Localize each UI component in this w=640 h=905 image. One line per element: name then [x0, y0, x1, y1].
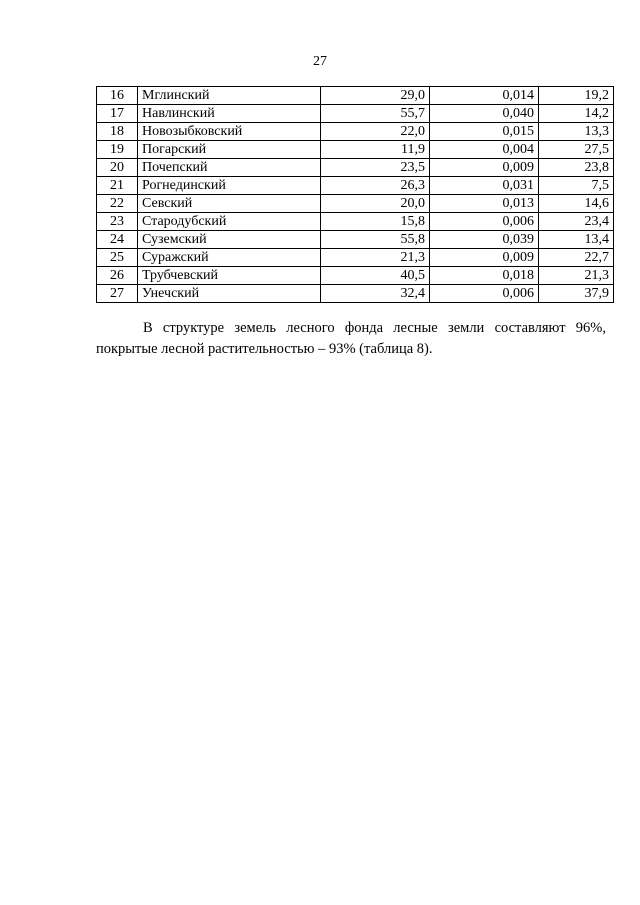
- value-1-cell: 11,9: [321, 141, 430, 159]
- value-2-cell: 0,013: [430, 195, 539, 213]
- table-row: [97, 195, 614, 213]
- row-number-cell: 16: [97, 87, 138, 105]
- districts-table: [96, 86, 614, 303]
- value-2-cell: 0,014: [430, 87, 539, 105]
- value-1-cell: 29,0: [321, 87, 430, 105]
- table-row: [97, 249, 614, 267]
- district-name-cell: Севский: [138, 195, 321, 213]
- value-3-cell: 22,7: [539, 249, 614, 267]
- value-2-cell: 0,009: [430, 159, 539, 177]
- value-3-cell: 37,9: [539, 285, 614, 303]
- table-row: [97, 159, 614, 177]
- district-name-cell: Стародубский: [138, 213, 321, 231]
- table-row: [97, 213, 614, 231]
- table-row: [97, 141, 614, 159]
- value-2-cell: 0,006: [430, 285, 539, 303]
- row-number-cell: 27: [97, 285, 138, 303]
- value-2-cell: 0,040: [430, 105, 539, 123]
- value-1-cell: 55,7: [321, 105, 430, 123]
- value-2-cell: 0,018: [430, 267, 539, 285]
- value-3-cell: 23,8: [539, 159, 614, 177]
- table-row: [97, 177, 614, 195]
- district-name-cell: Почепский: [138, 159, 321, 177]
- district-name-cell: Новозыбковский: [138, 123, 321, 141]
- value-2-cell: 0,015: [430, 123, 539, 141]
- value-1-cell: 55,8: [321, 231, 430, 249]
- value-1-cell: 32,4: [321, 285, 430, 303]
- value-3-cell: 7,5: [539, 177, 614, 195]
- value-2-cell: 0,004: [430, 141, 539, 159]
- value-3-cell: 19,2: [539, 87, 614, 105]
- value-3-cell: 14,2: [539, 105, 614, 123]
- value-1-cell: 21,3: [321, 249, 430, 267]
- table-row: [97, 87, 614, 105]
- table-row: [97, 285, 614, 303]
- row-number-cell: 23: [97, 213, 138, 231]
- value-2-cell: 0,009: [430, 249, 539, 267]
- row-number-cell: 21: [97, 177, 138, 195]
- value-3-cell: 27,5: [539, 141, 614, 159]
- value-3-cell: 13,3: [539, 123, 614, 141]
- row-number-cell: 26: [97, 267, 138, 285]
- row-number-cell: 22: [97, 195, 138, 213]
- body-paragraph: В структуре земель лесного фонда лесные земли составляют 96%, покрытые лесной растительностью – 93% (таблица 8).: [96, 320, 606, 357]
- row-number-cell: 20: [97, 159, 138, 177]
- value-1-cell: 40,5: [321, 267, 430, 285]
- district-name-cell: Суземский: [138, 231, 321, 249]
- table-row: [97, 267, 614, 285]
- table-row: [97, 105, 614, 123]
- value-2-cell: 0,031: [430, 177, 539, 195]
- row-number-cell: 25: [97, 249, 138, 267]
- district-name-cell: Рогнединский: [138, 177, 321, 195]
- row-number-cell: 18: [97, 123, 138, 141]
- value-2-cell: 0,006: [430, 213, 539, 231]
- value-3-cell: 13,4: [539, 231, 614, 249]
- district-name-cell: Погарский: [138, 141, 321, 159]
- district-name-cell: Трубчевский: [138, 267, 321, 285]
- value-1-cell: 26,3: [321, 177, 430, 195]
- table-body: [97, 87, 614, 303]
- value-3-cell: 21,3: [539, 267, 614, 285]
- value-1-cell: 23,5: [321, 159, 430, 177]
- value-1-cell: 15,8: [321, 213, 430, 231]
- value-2-cell: 0,039: [430, 231, 539, 249]
- value-1-cell: 20,0: [321, 195, 430, 213]
- row-number-cell: 17: [97, 105, 138, 123]
- row-number-cell: 19: [97, 141, 138, 159]
- table-row: [97, 123, 614, 141]
- table-row: [97, 231, 614, 249]
- value-3-cell: 23,4: [539, 213, 614, 231]
- value-3-cell: 14,6: [539, 195, 614, 213]
- page-number: 27: [313, 54, 327, 69]
- row-number-cell: 24: [97, 231, 138, 249]
- value-1-cell: 22,0: [321, 123, 430, 141]
- district-name-cell: Суражский: [138, 249, 321, 267]
- district-name-cell: Навлинский: [138, 105, 321, 123]
- district-name-cell: Унечский: [138, 285, 321, 303]
- district-name-cell: Мглинский: [138, 87, 321, 105]
